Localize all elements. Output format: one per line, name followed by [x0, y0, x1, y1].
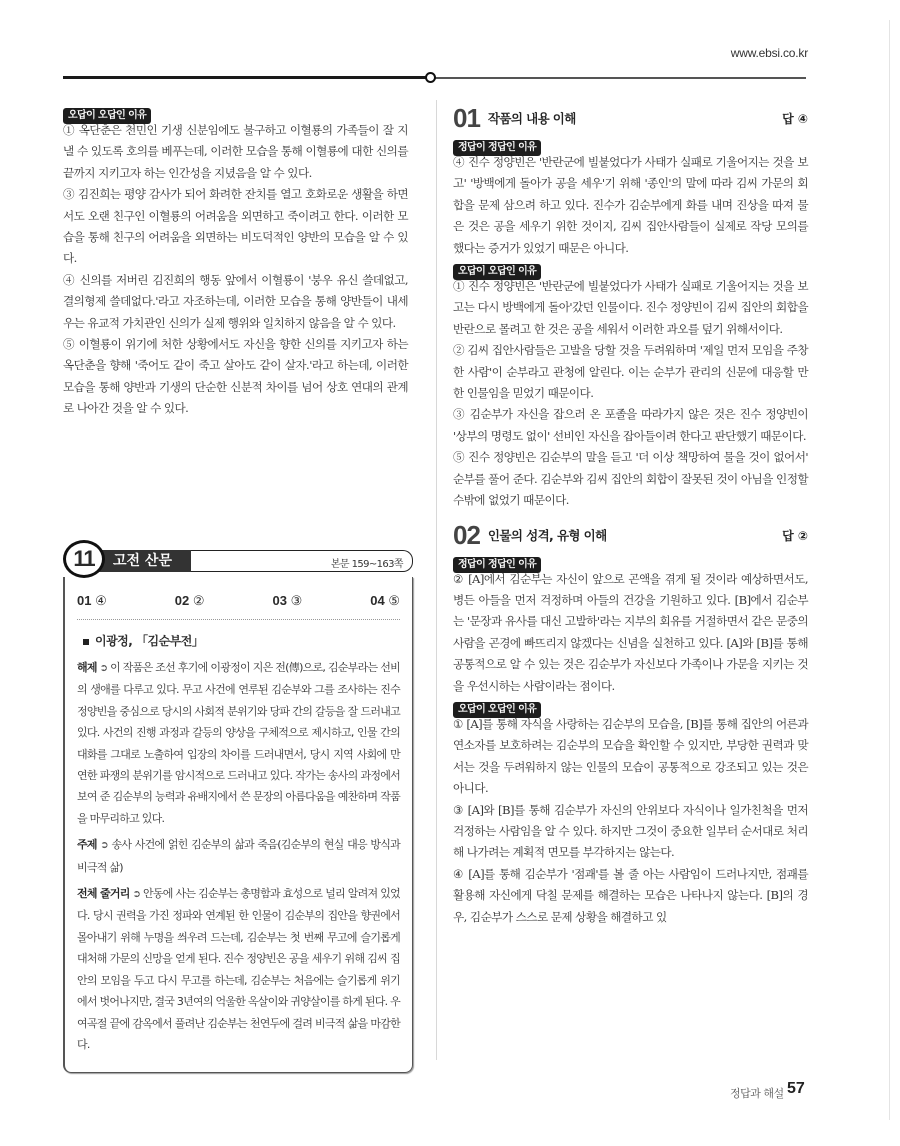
wrong-reason-tag: 오답이 오답인 이유: [453, 264, 541, 280]
wrong-option: ① [A]를 통해 자식을 사랑하는 김순부의 모습을, [B]를 통해 집안의 어른과 연소자를 보호하려는 김순부의 모습을 확인할 수 있지만, 부당한 권력과 맞서는 것을 두려워하지 않는 인물의 모습이 공통적으로 강조되고 있는 것은 아니다.: [453, 716, 808, 796]
unit-pages: 본문 159~163쪽: [330, 559, 403, 570]
haeje: 해제 ➲ 이 작품은 조선 후기에 이광정이 지은 전(傳)으로, 김순부라는 선비의 생애를 다루고 있다. 무고 사건에 연루된 김순부와 그를 조사하는 진수 정양빈을 중심으로 당시의 사회적 분위기와 당파 간의 갈등을 잘 드러내고 있다. 사건의 진행 과정과 갈등의 양상을 구체적으로 제시하고, 인물 간의 대화를 그대로 노출하여 입장의 차이를 드러내면서, 당시 지역 사회에 만연한 파쟁의 분위기를 암시적으로 드러내고 있다. 작가는 송사의 과정에서 보여 준 김순부의 능력과 유배지에서 쓴 문장의 아름다움을 예찬하며 작품을 마무리하고 있다.: [77, 661, 400, 825]
wrong-option-4: ④ 신의를 저버린 김진희의 행동 앞에서 이혈룡이 '붕우 유신 쓸데없고, 결의형제 쓸데없다.'라고 자조하는데, 이러한 모습을 통해 양반들이 내세우는 유교적 가치관인 신의가 실제 행위와 일치하지 않음을 알 수 있다.: [63, 272, 408, 330]
question-title: 작품의 내용 이해: [487, 111, 576, 126]
left-column: [63, 103, 408, 420]
correct-reason-tag: 정답이 정답인 이유: [453, 140, 541, 156]
question-02-header: [453, 520, 808, 548]
site-url: www.ebsi.co.kr: [730, 46, 808, 60]
wrong-option-3: ③ 김진희는 평양 감사가 되어 화려한 잔치를 열고 호화로운 생활을 하면서도 오랜 친구인 이혈룡의 어려움을 외면하고 죽이려고 한다. 이러한 모습을 통해 친구의 어려움을 외면하는 비도덕적인 양반의 모습을 알 수 있다.: [63, 187, 408, 266]
arrow-circle-icon: ➲: [132, 889, 141, 901]
question-number: 01: [453, 103, 480, 133]
wrong-option: ③ [A]와 [B]를 통해 김순부가 자신의 안위보다 자식이나 일가친척을 먼저 걱정하는 사람임을 알 수 있다. 하지만 그것이 중요한 일부터 순서대로 처리해 나가려는 계획적 면모를 부각하지는 않는다.: [453, 802, 808, 860]
correct-explanation: ④ 진수 정양빈은 '반란군에 빌붙었다가 사태가 실패로 기울어지는 것을 보고' '방백에게 돌아가 공을 세우'기 위해 '종인'의 말에 따라 김씨 가문의 회합을 문제 삼으려 하고 있다. 진수가 김순부에게 화를 내며 진상을 따져 물은 것은 공을 세우기 위한 것이지, 김씨 집안사람들이 실제로 작당 모의를 했다는 증거가 있었기 때문은 아니다.: [453, 155, 808, 255]
wrong-option: ③ 김순부가 자신을 잡으러 온 포졸을 따라가지 않은 것은 진수 정양빈이 '상부의 명령도 없이' 선비인 자신을 잡아들이려 한다고 판단했기 때문이다.: [453, 407, 808, 443]
unit-11-box: [63, 540, 413, 1073]
arrow-circle-icon: ➲: [99, 663, 108, 674]
unit-label: 고전 산문: [99, 550, 191, 572]
header-rule-left: [63, 76, 429, 79]
square-bullet-icon: [83, 639, 89, 645]
question-answer: 답 ④: [782, 112, 808, 126]
wrong-option: ⑤ 진수 정양빈은 김순부의 말을 듣고 '더 이상 책망하여 물을 것이 없어서' 순부를 풀어 준다. 김순부와 김씨 집안의 회합이 잘못된 것이 아님을 인정할 수밖에 없었기 때문이다.: [453, 450, 808, 508]
wrong-option: ② 김씨 집안사람들은 고발을 당할 것을 두려워하며 '제일 먼저 모임을 주창한 사람'이 순부라고 관청에 알린다. 이는 순부가 관리의 신문에 대응할 만한 인물임을 믿었기 때문이다.: [453, 343, 808, 401]
question-number: 02: [453, 519, 480, 550]
wrong-option-5: ⑤ 이혈룡이 위기에 처한 상황에서도 자신을 향한 신의를 지키고자 하는 옥단춘을 향해 '죽어도 같이 죽고 살아도 같이 살자.'라고 하는데, 이러한 모습을 통해 양반과 기생의 단순한 신분적 차이를 넘어 상호 연대의 관계로 나아간 것을 알 수 있다.: [63, 337, 408, 416]
question-title: 인물의 성격, 유형 이해: [487, 527, 607, 543]
question-01-header: [453, 103, 808, 131]
footer-label: 정답과 해설: [730, 1087, 784, 1100]
right-column: [453, 103, 808, 928]
arrow-circle-icon: ➲: [100, 840, 108, 852]
answer-key: [77, 587, 400, 620]
answer-04: 04 ⑤: [370, 593, 400, 608]
plot-summary: 전체 줄거리 ➲ 안동에 사는 김순부는 총명함과 효성으로 널리 알려져 있었다. 당시 권력을 가진 정파와 연계된 한 인물이 김순부의 집안을 향권에서 몰아내기 위해 누명을 씌우려 드는데, 김순부는 첫 번째 무고에 슬기롭게 대처해 가문의 신망을 얻게 된다. 진수 정양빈은 공을 세우기 위해 김씨 집안의 모임을 두고 다시 무고를 하는데, 김순부는 처음에는 슬기롭게 위기에서 벗어나지만, 결국 3년여의 억울한 옥살이와 귀양살이를 하게 된다. 우여곡절 끝에 감옥에서 풀려난 김순부는 천연두에 걸려 비극적 삶을 마감한다.: [77, 887, 401, 1051]
unit-body: [63, 577, 413, 1073]
answer-01: 01 ④: [77, 593, 107, 608]
correct-explanation: ② [A]에서 김순부는 자신이 앞으로 곤액을 겪게 될 것이라 예상하면서도, 병든 아들을 먼저 걱정하며 아들의 건강을 기원하고 있다. [B]에서 김순부는 '문장과 유사를 대신 고발하'라는 지부의 회유를 거절하면서 같은 문중의 사람을 곤경에 빠뜨리지 않겠다는 신념을 실천하고 있다. [A]와 [B]를 통해 공통적으로 알 수 있는 것은 김순부가 자신보다 가족이나 가문을 지키는 것을 우선시하는 사람이라는 점이다.: [453, 571, 808, 693]
unit-number: 11: [63, 540, 105, 578]
header-rule-dot: [425, 72, 436, 83]
column-divider: [436, 100, 437, 1060]
question-answer: 답 ②: [782, 528, 808, 543]
answer-02: 02 ②: [174, 593, 205, 608]
wrong-reason-tag: 오답이 오답인 이유: [63, 108, 151, 124]
header-rule-right: [434, 77, 806, 79]
page-number: 57: [787, 1080, 805, 1097]
wrong-option: ① 진수 정양빈은 '반란군에 빌붙었다가 사태가 실패로 기울어지는 것을 보고는 다시 방백에게 돌아'갔던 인물이다. 진수 정양빈이 김씨 집안의 회합을 반란으로 몰려고 한 것은 공을 세워서 이러한 과오를 덮기 위해서이다.: [453, 279, 808, 336]
correct-reason-tag: 정답이 정답인 이유: [453, 557, 541, 573]
work-title: 이광정, 「김순부전」: [83, 632, 400, 649]
wrong-option-1: ① 옥단춘은 천민인 기생 신분임에도 불구하고 이혈룡의 가족들이 잘 지낼 수 있도록 호의를 베푸는데, 이러한 모습을 통해 이혈룡에 대한 신의를 끝까지 지키고자 하는 인간성을 지녔음을 알 수 있다.: [63, 123, 408, 180]
page-edge: [889, 20, 890, 1120]
theme: 주제 ➲ 송사 사건에 얽힌 김순부의 삶과 죽음(김순부의 현실 대응 방식과 비극적 삶): [77, 838, 400, 874]
answer-03: 03 ③: [272, 593, 303, 608]
unit-header: [63, 540, 413, 578]
wrong-option: ④ [A]를 통해 김순부가 '점괘'를 볼 줄 아는 사람임이 드러나지만, 점괘를 활용해 자신에게 닥칠 문제를 해결하는 모습은 나타나지 않는다. [B]의 경우, 김순부가 스스로 문제 상황을 해결하고 있: [453, 866, 808, 924]
wrong-reason-tag: 오답이 오답인 이유: [453, 702, 541, 718]
